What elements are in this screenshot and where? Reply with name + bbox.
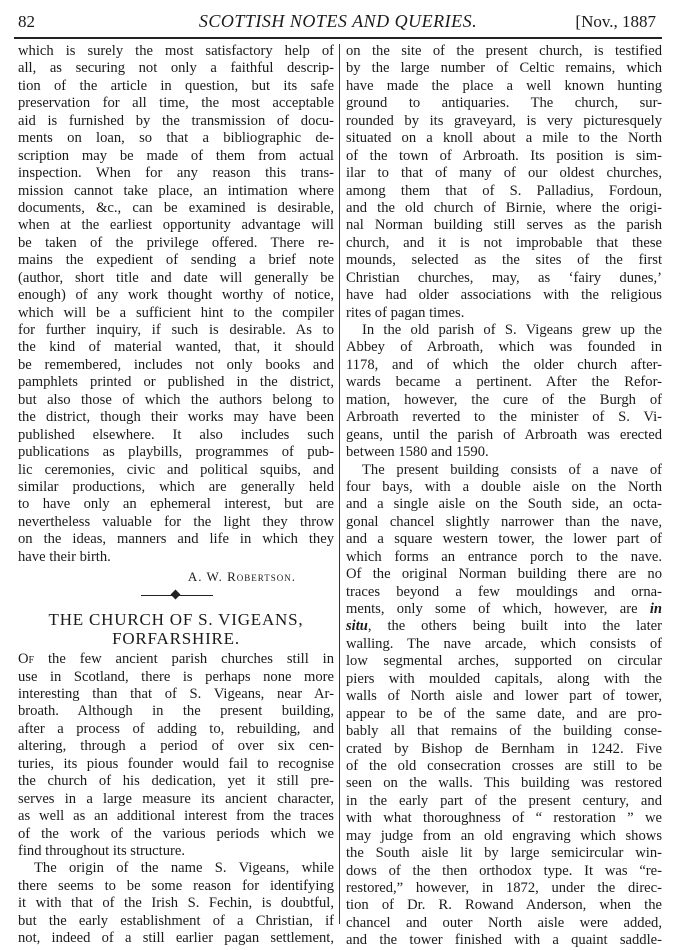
text-line — [346, 601, 662, 618]
text-line: on the site of the present church, is testified — [346, 43, 662, 59]
text-line: crated by Bishop de Bernham in 1242. Five — [346, 740, 662, 757]
article-heading-line2: FORFARSHIRE. — [112, 629, 240, 649]
text-line: The origin of the name S. Vigeans, while — [34, 860, 334, 877]
text-line: may judge from an old engraving which shows — [346, 827, 662, 844]
paragraph-opening — [18, 651, 334, 860]
text-line: restored,” however, in 1872, under the direc- — [346, 880, 662, 896]
text-line: and the old church of Birnie, where the origi- — [346, 199, 662, 216]
text-line: which forms an entrance porch to the nave. — [346, 548, 662, 565]
paragraph-present-building — [346, 462, 662, 950]
text-line: after a process of adding to, rebuilding, and — [18, 720, 334, 737]
text-line: on the ideas, manners and life in which they — [18, 531, 334, 548]
text-line: dows of the then orthodox type. It was “re- — [346, 862, 662, 879]
paragraph-bibliography-end — [18, 43, 334, 566]
text-line: tion of the article in question, but its safe — [18, 77, 334, 94]
text-line: it with that of the Irish S. Fechin, is doubtful, — [18, 895, 334, 912]
text-line: aid is furnished by the transmission of docu- — [18, 112, 334, 129]
text-line: find throughout its structure. — [18, 842, 185, 859]
drop-cap-word: Of — [18, 651, 35, 668]
text-line: (author, short title and date will generally be — [18, 269, 334, 286]
text-line: The present building consists of a nave of — [362, 461, 662, 478]
text-line: low segmental arches, supported on circular — [346, 653, 662, 670]
text-line — [18, 651, 334, 668]
text-line: ground to antiquaries. The church, sur- — [346, 95, 662, 112]
text-line: tion of Dr. R. Rowand Anderson, when the — [346, 897, 662, 914]
text-line: of the town of Arbroath. Its position is sim- — [346, 147, 662, 164]
text-line: of the old consecration crosses are still to be — [346, 757, 662, 774]
text-line: rounded by its graveyard, is very picturesquely — [346, 112, 662, 129]
text-line: of the work of the various periods which we — [18, 825, 334, 842]
text-line: inspection. When for any reason this trans- — [18, 165, 334, 182]
text-line: ments on loan, so that a bibliographic de- — [18, 130, 334, 147]
text-line: similar productions, which are generally held — [18, 478, 334, 495]
italic-term: in — [649, 601, 662, 617]
text-line: use in Scotland, there is perhaps none more — [18, 668, 334, 685]
text-line: bably all that remains of the building conse- — [346, 723, 662, 740]
text-line: and a square western tower, the lower part of — [346, 531, 662, 548]
paragraph-abbey — [346, 322, 662, 462]
text-line: 1178, and of which the older church after- — [346, 356, 662, 373]
text-line: nevertheless valuable for the light they throw — [18, 513, 334, 530]
text-fragment: ments, only some of which, however, are — [346, 601, 650, 617]
text-line: mission cannot take place, an intimation where — [18, 182, 334, 199]
text-fragment: , the others being built into the later — [367, 618, 662, 635]
text-line: in the early part of the present century, and — [346, 792, 662, 809]
text-line: publications as playbills, programmes of pub- — [18, 444, 334, 461]
text-line: seen on the walls. This building was restored — [346, 775, 662, 792]
text-line: appear to be of the same date, and are pro- — [346, 705, 662, 722]
text-line: ilar to that of many of our oldest churches, — [346, 165, 662, 182]
text-line: as well as an additional interest from the traces — [18, 808, 334, 825]
journal-title: SCOTTISH NOTES AND QUERIES. — [198, 11, 478, 31]
text-line: with what thoroughness of “ restoration ” we — [346, 810, 662, 827]
text-line: walls of North aisle and lower part of tower, — [346, 688, 662, 705]
issue-date: [Nov., 1887 — [575, 12, 656, 31]
text-line: the South aisle lit by large semicircular win- — [346, 845, 662, 862]
text-line: mounds, selected as the sites of the first — [346, 252, 662, 269]
text-line: preservation for all time, the most acceptable — [18, 95, 334, 112]
text-line: enough) of any work thought worthy of notice, — [18, 287, 334, 304]
text-line: the church of his dedication, yet it still pre- — [18, 773, 334, 790]
paragraph-origin — [18, 860, 334, 947]
text-line: interesting than that of S. Vigeans, near Ar- — [18, 686, 334, 702]
text-line: mation, however, the cure of the Burgh of — [346, 391, 662, 408]
text-line: traces beyond a few mouldings and orna- — [346, 583, 662, 600]
text-line: broath. Although in the present building, — [18, 703, 334, 720]
text-line: be remembered, includes not only books and — [18, 356, 334, 373]
text-line: walling. The nave arcade, which consists of — [346, 635, 662, 652]
text-line: gonal chancel slightly narrower than the nave, — [346, 513, 662, 530]
text-line: documents, &c., can be examined is desirable, — [18, 199, 334, 216]
text-line: the district, though their works may have been — [18, 409, 334, 426]
text-line: not, indeed of a still earlier pagan settlement, — [18, 930, 334, 947]
text-line: turies, its pious founder would fail to recognise — [18, 755, 334, 772]
text-line: rites of pagan times. — [346, 304, 465, 321]
article-heading-line1: THE CHURCH OF S. VIGEANS, — [48, 610, 304, 630]
text-line: pamphlets printed or published in the district, — [18, 374, 334, 391]
text-line: chancel and outer North aisle were added, — [346, 914, 662, 931]
text-line: four bays, with a double aisle on the North — [346, 478, 662, 495]
author-signature: A. W. Robertson. — [187, 569, 296, 585]
text-line: there seems to be some reason for identifying — [18, 877, 334, 894]
text-line: Of the original Norman building there are no — [346, 566, 662, 583]
text-line: mains the expedient of sending a brief note — [18, 252, 334, 269]
ornament-diamond-icon — [171, 590, 181, 600]
running-header — [14, 8, 662, 32]
text-line: have made the place a well known hunting — [346, 77, 662, 94]
text-line: which is surely the most satisfactory help of — [18, 43, 334, 59]
text-line: nal Norman building still serves as the parish — [346, 217, 662, 234]
text-line: church, and it is not improbable that these — [346, 234, 662, 251]
text-line: situated on a knoll about a mile to the North — [346, 130, 662, 147]
text-line — [346, 618, 662, 635]
text-line: by the large number of Celtic remains, which — [346, 60, 662, 77]
text-line: when at the earliest opportunity advantage will — [18, 217, 334, 234]
text-line: have their birth. — [18, 548, 111, 565]
text-line: between 1580 and 1590. — [346, 444, 489, 461]
text-line: geans, until the parish of Arbroath was erected — [346, 426, 662, 443]
text-line: to have only an ephemeral interest, but are — [18, 496, 334, 513]
text-line: altering, through a period of over six cen- — [18, 738, 334, 755]
paragraph-celtic-remains — [346, 43, 662, 322]
text-line: published elsewhere. It also includes such — [18, 426, 334, 443]
header-rule — [14, 37, 662, 39]
page-number: 82 — [18, 12, 35, 31]
text-line: all, as securing not only a faithful descrip- — [18, 60, 334, 77]
text-line: the kind of material wanted, that, it should — [18, 339, 334, 356]
text-line: Abbey of Arbroath, which was founded in — [346, 339, 662, 356]
right-column — [346, 43, 662, 950]
text-line: be taken of the privilege offered. There re- — [18, 234, 334, 251]
text-line: have had older associations with the religious — [346, 287, 662, 304]
text-line: lic ceremonies, civic and political squibs, and — [18, 461, 334, 478]
text-line: which will be a sufficient hint to the compiler — [18, 304, 334, 321]
section-ornament — [18, 584, 334, 606]
text-line: piers with moulded capitals, along with the — [346, 670, 662, 687]
text-line: serves in a large measure its ancient character, — [18, 790, 334, 807]
column-divider — [339, 44, 340, 924]
text-line: among them that of S. Palladius, Fordoun, — [346, 182, 662, 199]
text-line: for further inquiry, if such is desirable. As to — [18, 322, 334, 338]
text-line: Arbroath reverted to the minister of S. Vi- — [346, 409, 662, 426]
text-line: wards became a pertinent. After the Refor- — [346, 374, 662, 391]
text-line: In the old parish of S. Vigeans grew up the — [362, 322, 662, 338]
text-line: Christian churches, may, as ‘fairy dunes,’ — [346, 269, 662, 286]
text-line: but also those of which the authors belong to — [18, 391, 334, 408]
italic-term: situ — [346, 618, 368, 635]
text-line: and a single aisle on the South side, an octa- — [346, 496, 662, 513]
text-line: but the early establishment of a Christian, if — [18, 912, 334, 929]
left-column — [18, 43, 334, 948]
text-fragment: the few ancient parish churches still in — [34, 651, 334, 668]
text-line: and the tower finished with a quaint saddle- — [346, 932, 662, 949]
text-line: scription may be made of them from actual — [18, 147, 334, 164]
